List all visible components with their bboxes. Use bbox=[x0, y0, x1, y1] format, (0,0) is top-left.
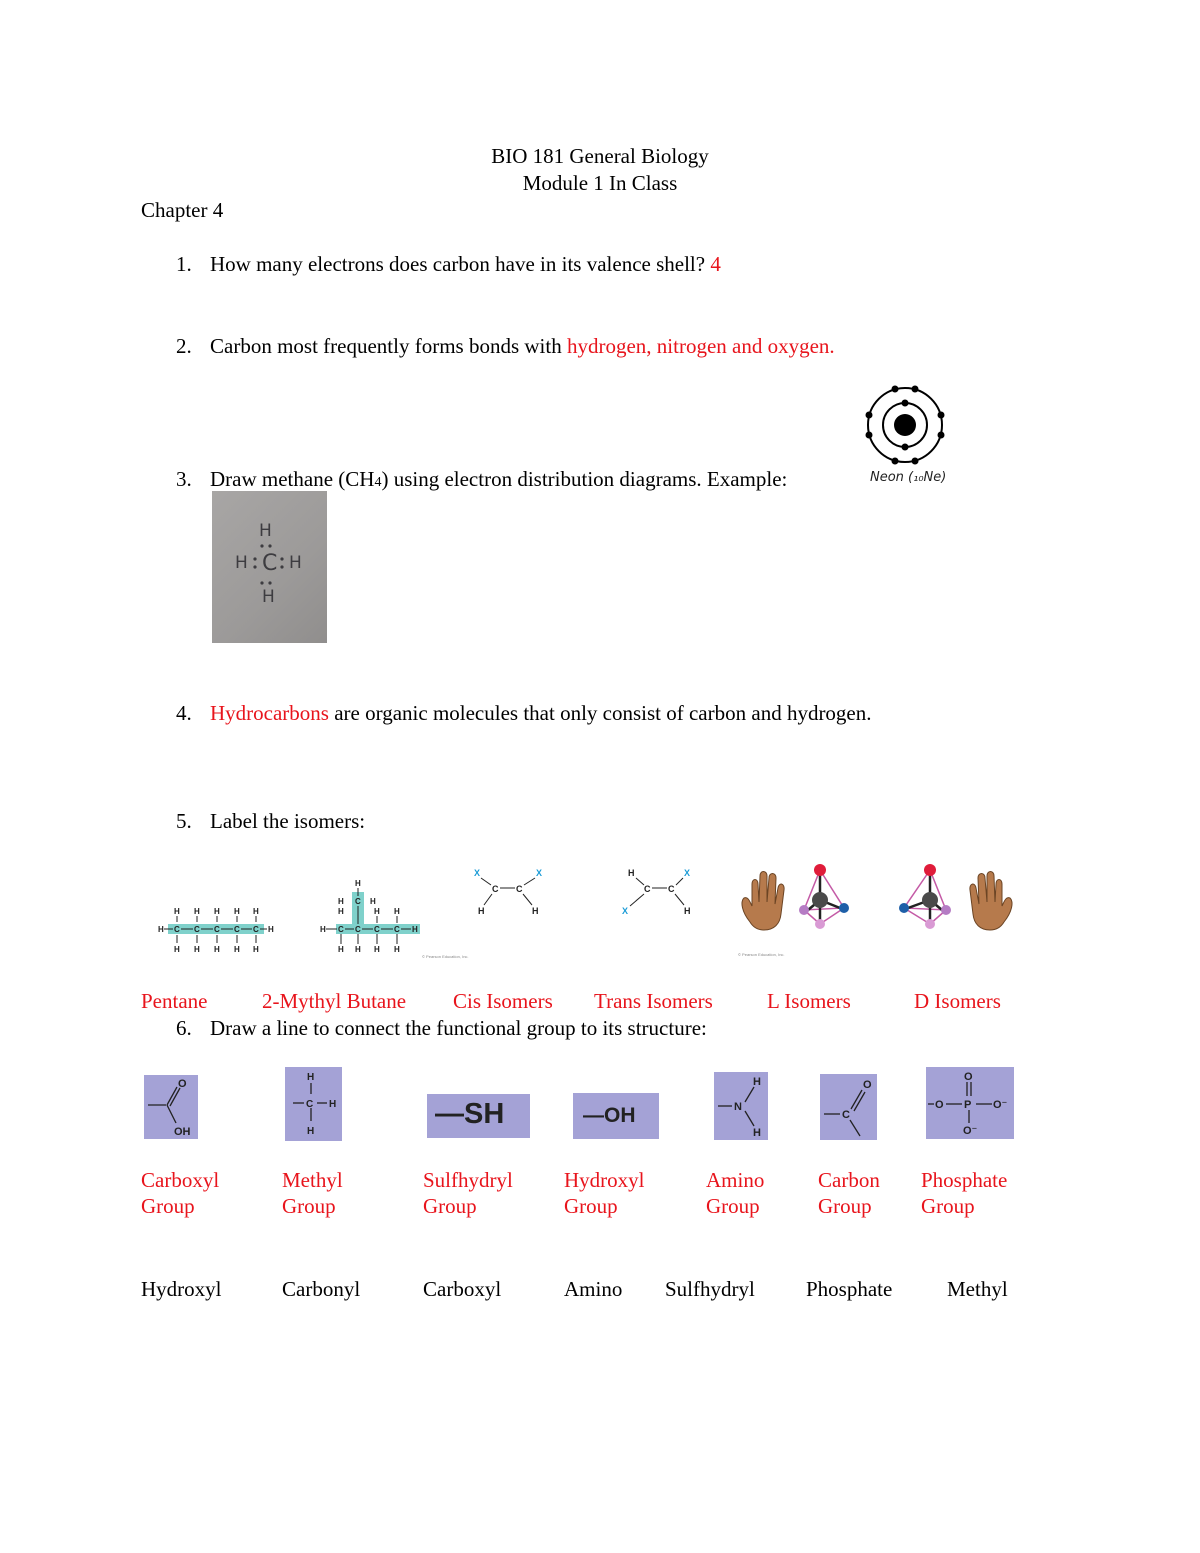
question-number: 5. bbox=[176, 809, 192, 833]
hydroxyl-structure bbox=[573, 1093, 659, 1139]
isomer-label: D Isomers bbox=[914, 989, 1001, 1013]
group-name: Methyl bbox=[947, 1277, 1008, 1301]
question-2 bbox=[176, 333, 835, 359]
svg-text:C: C bbox=[338, 925, 344, 934]
sketch-atom: H bbox=[259, 521, 272, 541]
group-answer: Methyl Group bbox=[282, 1168, 343, 1218]
group-answer: Carbon Group bbox=[818, 1168, 880, 1218]
svg-text:H: H bbox=[214, 907, 220, 916]
sketch-atom: H bbox=[289, 553, 302, 573]
atom-label: O⁻ bbox=[993, 1099, 1008, 1111]
svg-text:C: C bbox=[214, 925, 220, 934]
svg-text:H: H bbox=[338, 945, 344, 954]
svg-text:H: H bbox=[194, 945, 200, 954]
isomer-label: Cis Isomers bbox=[453, 989, 553, 1013]
sketch-electron-dots bbox=[212, 491, 327, 643]
svg-text:X: X bbox=[622, 906, 629, 916]
svg-text:H: H bbox=[394, 945, 400, 954]
svg-text:H: H bbox=[174, 945, 180, 954]
isomer-label: Trans Isomers bbox=[594, 989, 713, 1013]
question-text: Draw methane (CH bbox=[210, 467, 375, 491]
question-text: Label the isomers: bbox=[210, 809, 366, 833]
svg-text:H: H bbox=[194, 907, 200, 916]
svg-text:H: H bbox=[684, 906, 691, 916]
group-answer: Amino Group bbox=[706, 1168, 765, 1218]
svg-text:H: H bbox=[532, 906, 539, 916]
svg-text:C: C bbox=[194, 925, 200, 934]
group-name: Carboxyl bbox=[423, 1277, 502, 1301]
svg-text:H: H bbox=[628, 868, 635, 878]
carbonyl-structure bbox=[820, 1074, 877, 1140]
question-4 bbox=[176, 700, 872, 726]
atom-label: H bbox=[307, 1126, 315, 1137]
svg-text:C: C bbox=[234, 925, 240, 934]
d-isomer-model bbox=[894, 862, 1018, 958]
atom-label: O bbox=[863, 1079, 872, 1091]
sketch-atom: C bbox=[262, 551, 278, 576]
group-answer: Sulfhydryl Group bbox=[423, 1168, 513, 1218]
atom-label: P bbox=[964, 1099, 972, 1111]
neon-atom-diagram bbox=[862, 382, 948, 468]
atom-label: O bbox=[935, 1099, 944, 1111]
svg-text:H: H bbox=[355, 945, 361, 954]
svg-text:H: H bbox=[374, 907, 380, 916]
atom-label: H bbox=[753, 1076, 761, 1088]
group-answer: Carboxyl Group bbox=[141, 1168, 220, 1218]
phosphate-structure bbox=[926, 1067, 1014, 1139]
group-name: Phosphate bbox=[806, 1277, 893, 1301]
svg-text:H: H bbox=[394, 907, 400, 916]
question-text: Draw a line to connect the functional group to its structure: bbox=[210, 1016, 707, 1040]
document-title: BIO 181 General Biology bbox=[491, 144, 709, 168]
atom-label: H bbox=[307, 1072, 315, 1083]
hand-icon bbox=[742, 872, 784, 931]
group-name: Hydroxyl bbox=[141, 1277, 222, 1301]
svg-text:H: H bbox=[253, 945, 259, 954]
question-number: 6. bbox=[176, 1016, 192, 1040]
svg-text:C: C bbox=[355, 897, 361, 906]
svg-text:C: C bbox=[516, 884, 523, 894]
group-answer: Phosphate Group bbox=[921, 1168, 1008, 1218]
hand-icon bbox=[970, 872, 1012, 931]
isomer-label: Pentane bbox=[141, 989, 208, 1013]
group-name: Carbonyl bbox=[282, 1277, 361, 1301]
svg-text:X: X bbox=[474, 868, 481, 878]
atom-label: C bbox=[306, 1099, 314, 1110]
group-name: Sulfhydryl bbox=[665, 1277, 755, 1301]
svg-text:H: H bbox=[174, 907, 180, 916]
answer-text: Hydrocarbons bbox=[210, 701, 329, 725]
isomer-label: 2-Mythyl Butane bbox=[262, 989, 407, 1013]
svg-text:C: C bbox=[355, 925, 361, 934]
atom-label: —OH bbox=[583, 1104, 636, 1127]
svg-text:C: C bbox=[492, 884, 499, 894]
example-caption: Neon (₁₀Ne) bbox=[870, 470, 947, 485]
svg-text:X: X bbox=[536, 868, 543, 878]
svg-text:H: H bbox=[320, 925, 326, 934]
atom-label: O bbox=[964, 1071, 973, 1083]
svg-text:H: H bbox=[355, 879, 361, 888]
question-6 bbox=[176, 1015, 707, 1041]
atom-label: OH bbox=[174, 1126, 191, 1138]
sketch-atom: H bbox=[235, 553, 248, 573]
svg-text:H: H bbox=[214, 945, 220, 954]
l-isomer-model bbox=[736, 862, 856, 958]
carboxyl-structure bbox=[144, 1075, 198, 1139]
methyl-structure bbox=[285, 1067, 342, 1141]
document-subtitle: Module 1 In Class bbox=[522, 171, 678, 195]
cis-isomer-structure bbox=[468, 862, 552, 922]
question-number: 1. bbox=[176, 252, 192, 276]
group-answer: Hydroxyl Group bbox=[564, 1168, 645, 1218]
pentane-structure bbox=[140, 900, 280, 960]
amino-structure bbox=[714, 1072, 768, 1140]
svg-text:C: C bbox=[374, 925, 380, 934]
svg-text:H: H bbox=[234, 907, 240, 916]
svg-text:H: H bbox=[338, 897, 344, 906]
atom-label: O bbox=[178, 1078, 187, 1090]
answer-text: 4 bbox=[710, 252, 721, 276]
svg-text:H: H bbox=[374, 945, 380, 954]
atom-label: H bbox=[753, 1127, 761, 1139]
atom-label: H bbox=[329, 1099, 337, 1110]
methane-sketch-photo bbox=[212, 491, 327, 643]
svg-text:© Pearson Education, Inc.: © Pearson Education, Inc. bbox=[738, 952, 785, 957]
svg-text:H: H bbox=[338, 907, 344, 916]
svg-text:© Pearson Education, Inc.: © Pearson Education, Inc. bbox=[422, 954, 469, 959]
question-text: How many electrons does carbon have in its valence shell? bbox=[210, 252, 706, 276]
question-5 bbox=[176, 808, 365, 834]
atom-label: N bbox=[734, 1101, 742, 1113]
question-text: are organic molecules that only consist of carbon and hydrogen. bbox=[334, 701, 872, 725]
group-name: Amino bbox=[564, 1277, 623, 1301]
svg-text:C: C bbox=[668, 884, 675, 894]
atom-label: C bbox=[842, 1109, 850, 1121]
question-number: 2. bbox=[176, 334, 192, 358]
sulfhydryl-structure bbox=[427, 1094, 530, 1138]
svg-text:H: H bbox=[478, 906, 485, 916]
atom-label: —SH bbox=[435, 1098, 505, 1130]
chapter-heading: Chapter 4 bbox=[141, 198, 224, 222]
isomer-label: L Isomers bbox=[767, 989, 851, 1013]
methylbutane-structure bbox=[312, 872, 472, 960]
question-number: 3. bbox=[176, 467, 192, 491]
svg-text:H: H bbox=[253, 907, 259, 916]
question-1 bbox=[176, 251, 721, 277]
svg-text:H: H bbox=[268, 925, 274, 934]
question-number: 4. bbox=[176, 701, 192, 725]
svg-text:C: C bbox=[644, 884, 651, 894]
svg-text:H: H bbox=[370, 897, 376, 906]
svg-text:H: H bbox=[412, 925, 418, 934]
svg-text:C: C bbox=[174, 925, 180, 934]
question-text: Carbon most frequently forms bonds with bbox=[210, 334, 562, 358]
svg-text:H: H bbox=[158, 925, 164, 934]
sketch-atom: H bbox=[262, 587, 275, 607]
answer-text: hydrogen, nitrogen and oxygen. bbox=[566, 334, 835, 358]
svg-text:H: H bbox=[234, 945, 240, 954]
svg-text:C: C bbox=[253, 925, 259, 934]
svg-text:C: C bbox=[394, 925, 400, 934]
question-text-cont: ) using electron distribution diagrams. Example: bbox=[381, 467, 788, 491]
trans-isomer-structure bbox=[616, 862, 700, 922]
subscript: 4 bbox=[374, 475, 382, 490]
atom-label: O⁻ bbox=[963, 1125, 978, 1137]
svg-text:X: X bbox=[684, 868, 691, 878]
